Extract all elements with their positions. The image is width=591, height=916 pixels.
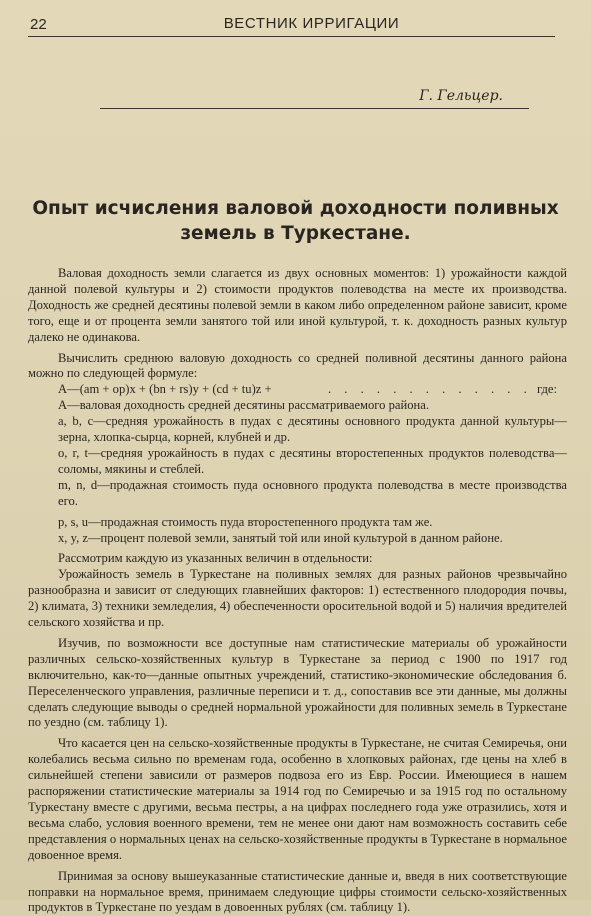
running-header bbox=[28, 14, 555, 37]
paragraph: Что касается цен на сельско-хозяйственные продукты в Туркестане, не считая Семиречья, они колебались весьма сильно по временам года, особенно в хлопковых районах, где цены на хлеб в сильнейшей степени зависили от размеров подвоза его из Евр. России. Имеющиеся в нашем распоряжении статистические материалы за 1914 год по Семиречью и за 1915 год по остальному Туркестану вместе с другими, весьма пестры, а на цифрах последнего года уже отразились, хотя и весьма слабо, условия военного времени, тем не менее они дают нам возможность составить себе представления о нормальных ценах на сельско-хозяйственные продукты в Туркестане в нормальное довоенное время. bbox=[28, 736, 567, 862]
formula-line bbox=[28, 382, 567, 398]
article-title bbox=[18, 196, 573, 246]
paragraph: Рассмотрим каждую из указанных величин в отдельности: bbox=[58, 551, 373, 566]
page-number: 22 bbox=[30, 16, 47, 33]
definition-item: p, s, u—продажная стоимость пуда второстепенного продукта там же. bbox=[58, 514, 433, 529]
formula-leader-dots: . . . . . . . . . . . . . bbox=[328, 382, 532, 397]
author-name: Г. Гельцер. bbox=[419, 88, 503, 104]
definition-item: x, y, z—процент полевой земли, занятый той или иной культурой в данном районе. bbox=[58, 530, 503, 545]
formula-expression: A—(am + op)x + (bn + rs)y + (cd + tu)z + bbox=[58, 382, 272, 397]
paragraph: Изучив, по возможности все доступные нам статистические материалы об урожайности различных сельско-хозяйственных культур в Туркестане за период с 1900 по 1917 год включительно, как-то—данные опытных учреждений, статистико-экономические обследования б. Переселенческого управления, различные переписи и т. д., сопоставив все эти данные, мы должны сделать следующие выводы о средней нормальной урожайности для поливных земель в Туркестане по уездно (см. таблицу 1). bbox=[28, 635, 567, 730]
definition-item: o, r, t—средняя урожайность в пудах с десятины второстепенных продуктов полеводства—соломы, мякины и стеблей. bbox=[58, 445, 567, 476]
paragraph-formula-lead: Вычислить среднюю валовую доходность со средней поливной десятины данного района можно по следующей формуле: bbox=[28, 350, 567, 381]
definition-item: m, n, d—продажная стоимость пуда основного продукта полеводства в месте производства его. bbox=[58, 477, 567, 508]
article-title-line-1: Опыт исчисления валовой доходности поливных bbox=[32, 198, 559, 219]
article-body bbox=[28, 266, 567, 916]
definition-item: a, b, c—средняя урожайность в пудах с десятины основного продукта данной культуры—зерна, хлопка-сырца, корней, клубней и др. bbox=[58, 414, 567, 445]
paragraph: Урожайность земель в Туркестане на поливных землях для разных районов чрезвычайно разнообразна и зависит от следующих главнейших факторов: 1) естественного плодородия почвы, 2) климата, 3) техники земледелия, 4) обеспеченности оросительной водой и 5) наличия вредителей сельского хозяйства и пр. bbox=[28, 567, 567, 630]
paragraph: Принимая за основу вышеуказанные статистические данные и, введя в них соответствующие поправки на нормальное время, принимаем следующие цифры стоимости сельско-хозяйственных продуктов в Туркестане по уездам в довоенных рублях (см. таблицу 1). bbox=[28, 868, 567, 915]
paragraph-intro: Валовая доходность земли слагается из двух основных моментов: 1) урожайности каждой данной полевой культуры и 2) стоимости продуктов полеводства на месте их производства. Доходность же средней десятины полевой земли в каком либо определенном районе зависит, кроме того, еще и от процента земли занятого той или иной культурой, т. к. доходность разных культур далеко не одинакова. bbox=[28, 266, 567, 344]
formula-where-label: где: bbox=[536, 382, 557, 397]
journal-title: ВЕСТНИК ИРРИГАЦИИ bbox=[223, 15, 400, 32]
article-title-line-2: земель в Туркестане. bbox=[180, 223, 411, 244]
definition-item: A—валовая доходность средней десятины рассматриваемого района. bbox=[58, 398, 429, 413]
author-rule bbox=[100, 108, 529, 109]
